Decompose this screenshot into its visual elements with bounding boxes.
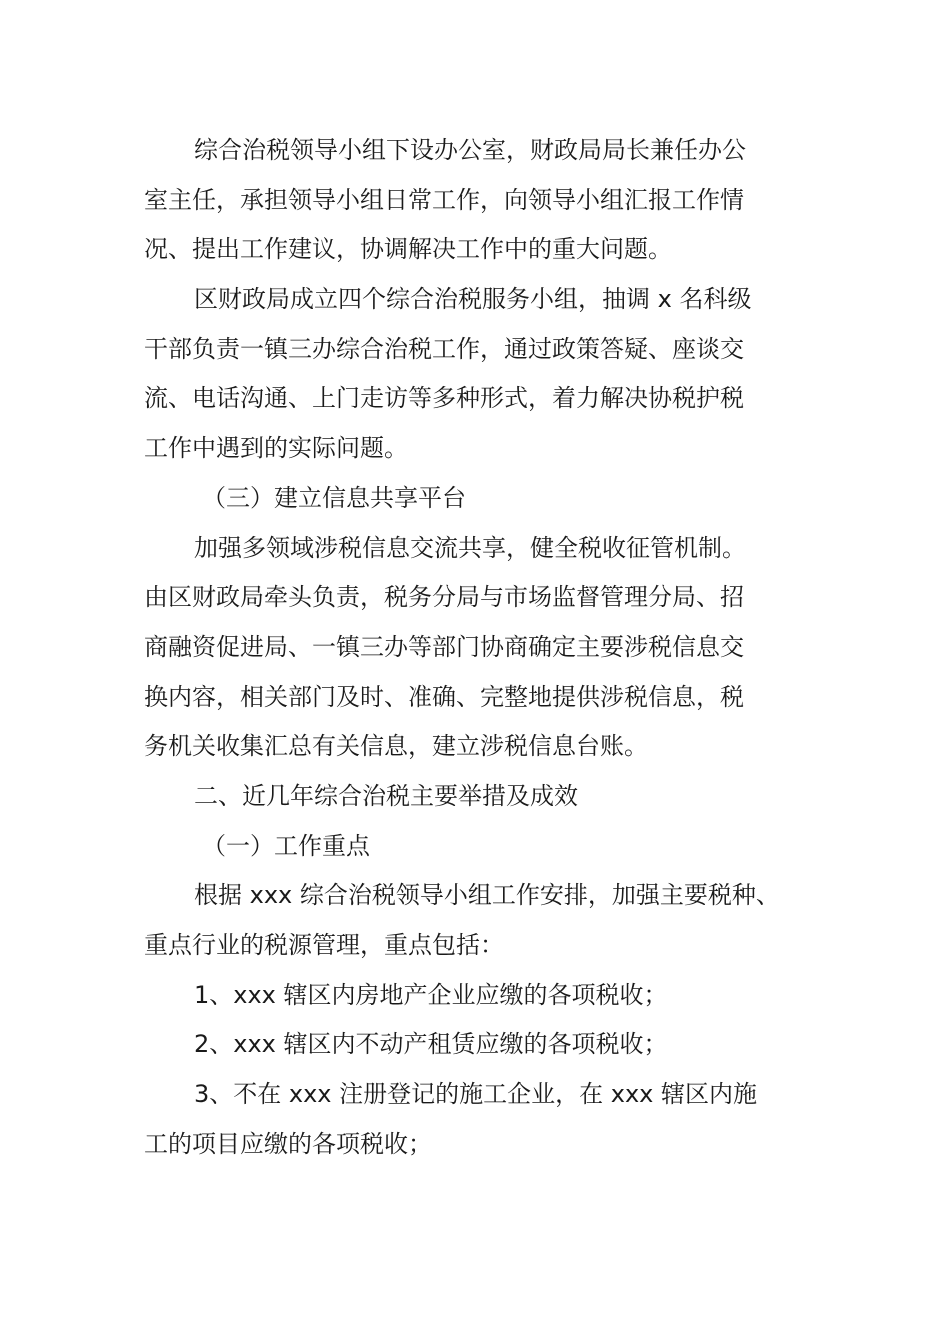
list-item-continuation: 工的项目应缴的各项税收； xyxy=(144,1129,432,1158)
paragraph-line: 加强多领域涉税信息交流共享，健全税收征管机制。 xyxy=(194,533,746,562)
paragraph-line: 重点行业的税源管理，重点包括： xyxy=(144,931,504,959)
subsection-heading: （一）工作重点 xyxy=(202,831,370,860)
document-body xyxy=(144,126,844,1169)
paragraph-line: 根据 xxx 综合治税领导小组工作安排，加强主要税种、 xyxy=(194,881,780,910)
paragraph-line: 综合治税领导小组下设办公室，财政局局长兼任办公 xyxy=(194,136,746,164)
section-heading: 二、近几年综合治税主要举措及成效 xyxy=(194,781,578,810)
paragraph-line: 由区财政局牵头负责，税务分局与市场监督管理分局、招 xyxy=(144,583,744,612)
list-item: 1、xxx 辖区内房地产企业应缴的各项税收； xyxy=(194,980,668,1009)
paragraph-line: 区财政局成立四个综合治税服务小组，抽调 x 名科级 xyxy=(194,285,752,314)
paragraph-line: 室主任，承担领导小组日常工作，向领导小组汇报工作情 xyxy=(144,185,744,214)
section-heading: （三）建立信息共享平台 xyxy=(202,483,466,512)
paragraph-line: 换内容，相关部门及时、准确、完整地提供涉税信息，税 xyxy=(144,682,744,711)
paragraph-line: 务机关收集汇总有关信息，建立涉税信息台账。 xyxy=(144,732,648,761)
list-item: 2、xxx 辖区内不动产租赁应缴的各项税收； xyxy=(194,1030,668,1059)
paragraph-line: 商融资促进局、一镇三办等部门协商确定主要涉税信息交 xyxy=(144,632,744,661)
paragraph-line: 工作中遇到的实际问题。 xyxy=(144,434,408,463)
paragraph-line: 况、提出工作建议，协调解决工作中的重大问题。 xyxy=(144,235,672,264)
list-item: 3、不在 xxx 注册登记的施工企业，在 xxx 辖区内施 xyxy=(194,1080,758,1109)
paragraph-line: 流、电话沟通、上门走访等多种形式，着力解决协税护税 xyxy=(144,384,744,413)
paragraph-line: 干部负责一镇三办综合治税工作，通过政策答疑、座谈交 xyxy=(144,334,744,363)
